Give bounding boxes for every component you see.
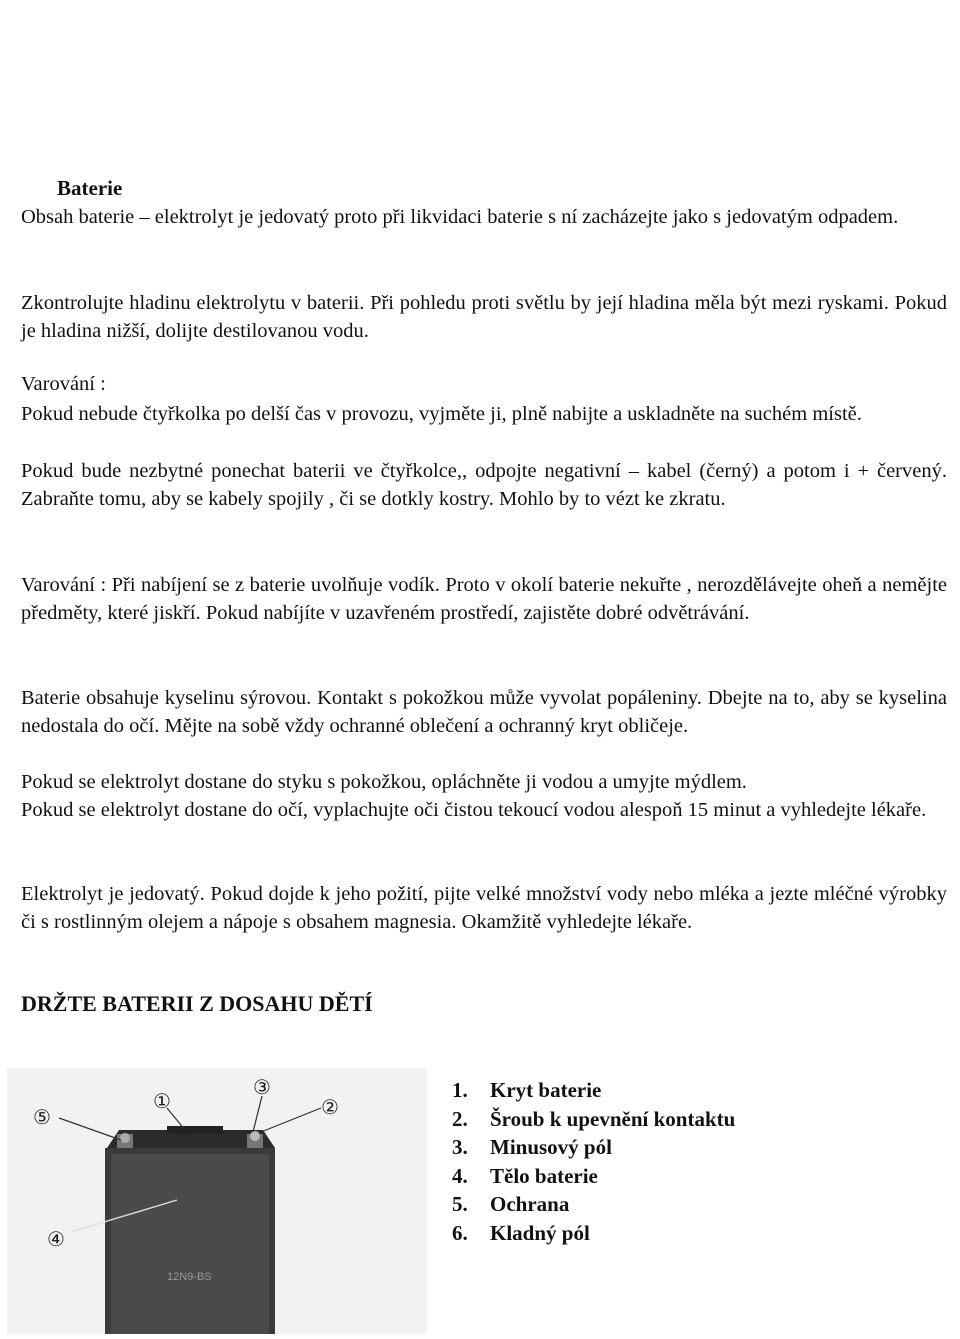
figure-legend <box>452 1076 735 1247</box>
legend-item: 2. Šroub k upevnění kontaktu <box>452 1106 736 1131</box>
battery-figure <box>7 1068 427 1334</box>
terminal-bolt-left <box>120 1133 130 1143</box>
paragraph-disconnect: Pokud bude nezbytné ponechat baterii ve čtyřkolce,, odpojte negativní – kabel (černý) a potom i + červený. Zabraňte tomu, aby se kabely spojily , či se dotkly kostry. Mohlo by to vézt ke zkratu. <box>21 460 947 510</box>
keep-away-warning: DRŽTE BATERII Z DOSAHU DĚTÍ <box>21 991 373 1016</box>
paragraph-storage: Pokud nebude čtyřkolka po delší čas v provozu, vyjměte ji, plně nabijte a uskladněte na suchém místě. <box>21 403 862 425</box>
battery-illustration <box>7 1068 427 1334</box>
paragraph-acid: Baterie obsahuje kyselinu sýrovou. Kontakt s pokožkou může vyvolat popáleniny. Dbejte na to, aby se kyselina nedostala do očí. Mějte na sobě vždy ochranné oblečení a ochranný kryt obličeje. <box>21 687 947 737</box>
paragraph-charging-warning: Varování : Při nabíjení se z baterie uvolňuje vodík. Proto v okolí baterie nekuřte , nerozdělávejte oheň a nemějte předměty, které jiskří. Pokud nabíjíte v uzavřeném prostředí, zajistěte dobré odvětrávání. <box>21 574 947 624</box>
battery-body-face <box>111 1154 269 1334</box>
paragraph-eye-contact: Pokud se elektrolyt dostane do očí, vyplachujte oči čistou tekoucí vodou alespoň 15 minut a vyhledejte lékaře. <box>21 799 927 821</box>
callout-4: ④ <box>47 1227 65 1251</box>
paragraph-skin-contact: Pokud se elektrolyt dostane do styku s pokožkou, opláchněte ji vodou a umyjte mýdlem. <box>21 771 747 793</box>
section-title: Baterie <box>57 176 123 200</box>
callout-3: ③ <box>253 1075 271 1099</box>
leader-line-3 <box>253 1096 262 1132</box>
leader-line-2 <box>261 1108 321 1132</box>
terminal-bolt-right <box>250 1131 260 1141</box>
warning-title: Varování : <box>21 373 106 395</box>
leader-line-5 <box>59 1118 121 1140</box>
paragraph-disposal: Obsah baterie – elektrolyt je jedovatý proto při likvidaci baterie s ní zacházejte jako s jedovatým odpadem. <box>21 206 899 228</box>
legend-item: 4. Tělo baterie <box>452 1163 598 1188</box>
legend-item: 1. Kryt baterie <box>452 1078 602 1102</box>
paragraph-electrolyte-level: Zkontrolujte hladinu elektrolytu v baterii. Při pohledu proti světlu by její hladina měla být mezi ryskami. Pokud je hladina nižší, dolijte destilovanou vodu. <box>21 292 947 342</box>
paragraph-ingestion: Elektrolyt je jedovatý. Pokud dojde k jeho požití, pijte velké množství vody nebo mléka a jezte mléčné výrobky či s rostlinným olejem a nápoje s obsahem magnesia. Okamžitě vyhledejte lékaře. <box>21 883 947 933</box>
callout-5: ⑤ <box>33 1105 51 1129</box>
battery-model-label: 12N9-BS <box>167 1271 212 1283</box>
legend-item: 5. Ochrana <box>452 1192 570 1216</box>
battery-lid-cap <box>167 1126 223 1134</box>
legend-item: 6. Kladný pól <box>452 1220 590 1245</box>
callout-1: ① <box>153 1089 171 1113</box>
callout-2: ② <box>321 1095 339 1119</box>
legend-item: 3. Minusový pól <box>452 1135 612 1159</box>
